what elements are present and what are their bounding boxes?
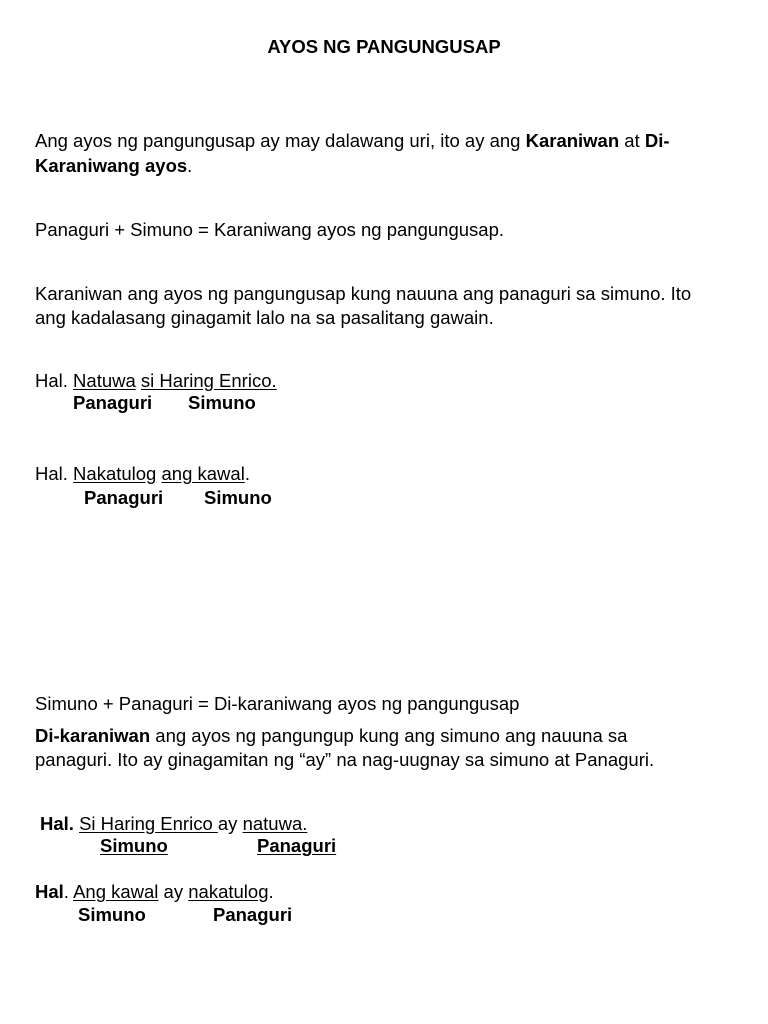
example-2-sentence xyxy=(35,462,250,485)
example-2-suffix: . xyxy=(244,463,250,484)
example-4-sentence xyxy=(35,880,274,903)
intro-text-1: Ang ayos ng pangungusap ay may dalawang uri, ito ay ang xyxy=(35,130,526,151)
example-2-prefix: Hal. xyxy=(35,463,74,484)
example-4-prefix: Hal xyxy=(35,881,64,902)
example-4-label-simuno: Simuno xyxy=(78,904,146,925)
example-2-label-simuno: Simuno xyxy=(204,487,272,508)
dikaraniwan-desc-line-2: panaguri. Ito ay ginagamitan ng “ay” na nag-uugnay sa simuno at Panaguri. xyxy=(35,749,655,770)
example-3-prefix: Hal. xyxy=(40,813,74,834)
example-1-panaguri: Natuwa xyxy=(73,370,136,391)
karaniwan-formula: Panaguri + Simuno = Karaniwang ayos ng pangungusap. xyxy=(35,219,505,240)
example-2-label-panaguri: Panaguri xyxy=(84,487,164,508)
intro-bold-di: Di- xyxy=(644,130,670,151)
karaniwan-desc-line-1: Karaniwan ang ayos ng pangungusap kung nauuna ang panaguri sa simuno. Ito xyxy=(35,283,692,304)
page-title: AYOS NG PANGUNGUSAP xyxy=(267,36,501,57)
intro-bold-karaniwan: Karaniwan xyxy=(525,130,620,151)
intro-line-1 xyxy=(35,129,670,152)
example-4-dot: . xyxy=(63,881,74,902)
karaniwan-desc-line-2: ang kadalasang ginagamit lalo na sa pasalitang gawain. xyxy=(35,307,494,328)
example-4-suffix: . xyxy=(268,881,274,902)
example-1-prefix: Hal. xyxy=(35,370,74,391)
example-3-label-simuno: Simuno xyxy=(100,835,168,856)
intro-bold-karaniwang-ayos: Karaniwang ayos xyxy=(35,155,188,176)
dikaraniwan-desc-text-1: ang ayos ng pangungup kung ang simuno ang nauuna sa xyxy=(150,725,628,746)
example-4-panaguri: nakatulog xyxy=(188,881,269,902)
example-1-label-panaguri: Panaguri xyxy=(73,392,153,413)
dikaraniwan-formula: Simuno + Panaguri = Di-karaniwang ayos ng pangungusap xyxy=(35,693,520,714)
example-3-sentence xyxy=(40,812,307,835)
example-2-panaguri: Nakatulog xyxy=(73,463,157,484)
intro-line-2 xyxy=(35,154,192,177)
example-1-label-simuno: Simuno xyxy=(188,392,256,413)
dikaraniwan-bold: Di-karaniwan xyxy=(35,725,151,746)
example-4-simuno: Ang kawal xyxy=(73,881,159,902)
example-4-label-panaguri: Panaguri xyxy=(213,904,293,925)
example-4-ay: ay xyxy=(158,881,189,902)
example-2-simuno: ang kawal xyxy=(161,463,245,484)
example-3-simuno: Si Haring Enrico xyxy=(79,813,218,834)
example-3-ay: ay xyxy=(217,813,243,834)
dikaraniwan-desc-line-1 xyxy=(35,724,627,747)
example-3-label-panaguri: Panaguri xyxy=(257,835,337,856)
example-3-panaguri: natuwa. xyxy=(242,813,308,834)
intro-text-3: . xyxy=(187,155,193,176)
example-1-sentence xyxy=(35,369,277,392)
example-1-simuno: si Haring Enrico. xyxy=(140,370,277,391)
intro-text-2: at xyxy=(619,130,645,151)
